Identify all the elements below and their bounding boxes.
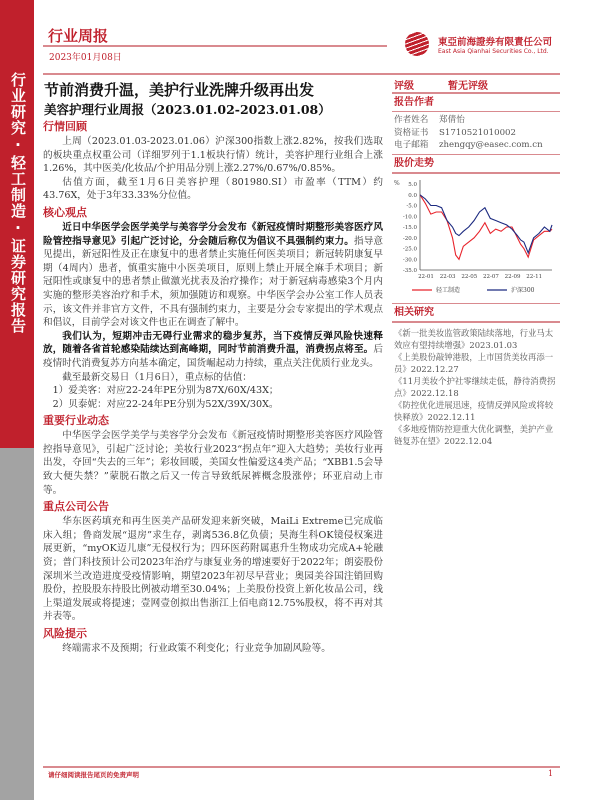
chart-heading: 股价走势	[394, 158, 434, 169]
y-tick-label: -20.0	[402, 235, 417, 242]
related-report-link[interactable]: 《多地疫情防控迎重大优化调整，美护产业链复苏在望》2022.12.04	[394, 423, 554, 446]
sidebar-gray-band	[0, 448, 34, 800]
related-list	[392, 323, 560, 447]
valuation-paragraph: 估值方面，截至1月6日美容护理（801980.SI）市盈率（TTM）约43.76X，处于3年33.33%分位值。	[43, 176, 383, 202]
label: 电子邮箱	[394, 140, 429, 150]
y-tick-label: 0.0	[408, 192, 417, 199]
y-tick-label: -25.0	[402, 246, 417, 252]
core-paragraph-1-text: 指导意见提出，新冠阳性及正在康复中的患者禁止实施任何医美项目；新冠转阴康复早期（4周内）患者，慎重实施中小医美项目，原则上禁止开展全麻手术项目；新冠阳性或康复中的患者禁止做激光扰表及治疗操作；对于新冠病毒感染3个月内实施的整形美容治疗和手术，须加强随访和观察。中华医学会办公室工作人员表示，该文件并非官方文件，不具有强制约束力，主要是分会专家提出的学术观点和倡议，目前学会对该文件也正在调查了解中。	[43, 235, 384, 329]
related-report-link[interactable]: 《防控优化进展迅速，疫情反弹风险或将较快释放》2022.12.11	[394, 399, 554, 422]
company-paragraph: 华东医药填充和再生医美产品研发迎来新突破，MaiLi Extreme已完成临床入组；鲁商发展“退房”求生存，剥离536.8亿负债；昊海生科OK镜侵权案进展更新，“myOK迈儿康”无侵权行为；四环医药附属惠升生物成功完成A+轮融资；普门科技预计公司2023年治疗与康复业务的增速要好于2022年；朗姿股份深圳米兰改造进度受疫情影响，期望2023年初尽早营业；奥园美谷国注销回购股份，控股股东持股比例被动增至30.04%；上美股份投资上新化妆品公司，线上渠道发展或将提速；壹网壹创拟出售浙江上佰电商12.75%股权，将不再对其并表等。	[43, 516, 383, 623]
x-tick-label: 22-11	[526, 273, 543, 280]
company-name-cn: 東亞前海證券有限責任公司	[438, 37, 553, 48]
section-heading-risk: 风险提示	[43, 627, 87, 640]
right-panel	[392, 76, 560, 447]
price-trend-chart	[392, 174, 560, 300]
rating-row	[392, 76, 560, 92]
related-report-link[interactable]: 《新一批美妆监管政策陆续落地，行业马太效应有望持续增强》2023.01.03	[394, 327, 554, 350]
value: S1710521010002	[439, 127, 516, 138]
core-paragraph-2	[43, 330, 383, 371]
related-report-link[interactable]: 《11月美妆个护社零继续走低，静待消费拐点》2022.12.18	[394, 375, 556, 398]
section-heading-market: 行情回顾	[43, 120, 87, 133]
x-tick-label: 22-09	[504, 273, 521, 280]
section-heading-core: 核心观点	[43, 205, 87, 219]
report-subtitle: 美容护理行业周报（2023.01.02-2023.01.08）	[44, 102, 331, 117]
sidebar-category-text: 行业研究·轻工制造·证券研究报告	[9, 72, 27, 334]
x-tick-label: 22-05	[461, 273, 478, 280]
core-paragraph-1-bold: 近日中华医学会医学美学与美容学分会发布《新冠疫情时期整形美容医疗风险管控指导意见》引起广泛讨论，分会随后称仅为倡议不具强制约束力。	[43, 221, 383, 247]
y-tick-label: -10.0	[402, 213, 417, 220]
market-paragraph: 上周（2023.01.03-2023.01.06）沪深300指数上涨2.82%，按我们选取的板块重点权重公司（详细罗列于1.1板块行情）统计，美容护理行业组合上涨1.26%，其中医美/化妆品/个护用品分别上涨2.27%/0.67%/0.85%。	[43, 136, 383, 175]
company-logo	[405, 30, 565, 66]
related-heading: 相关研究	[394, 307, 434, 318]
main-content	[43, 117, 383, 656]
report-title: 节前消费升温，美护行业洗牌升级再出发	[44, 81, 315, 99]
company-name-en: East Asia Qianhai Securities Co., Ltd.	[438, 48, 549, 55]
x-tick-label: 22-01	[418, 273, 434, 280]
legend-label: 沪深300	[511, 286, 535, 294]
news-paragraph: 中华医学会医学美学与美容学分会发布《新冠疫情时期整形美容医疗风险管控指导意见》，引起广泛讨论；美妆行业2023“拐点年”迎入大趋势；美妆行业再出发，夺回“失去的三年”；彩妆回暖，美国女性偏爱这4类产品；“XBB1.5会导致大便失禁？”蒙脱石散之后又一传言导致纸尿裤概念股涨停；环亚启动上市等。	[43, 430, 383, 496]
y-tick-label: 5.0	[408, 181, 417, 188]
x-tick-label: 22-07	[482, 273, 499, 280]
valuation-intro: 截至最新交易日（1月6日），重点标的估值：	[62, 371, 252, 383]
title-divider	[43, 73, 560, 75]
list-item: 2）贝泰妮：对应22-24年PE分别为52X/39X/30X。	[52, 398, 279, 410]
related-report-link[interactable]: 《上美股份敲钟港股，上市国货美妆再添一员》2022.12.27	[394, 351, 554, 374]
logo-icon	[405, 32, 429, 56]
rating-value: 暂无评级	[448, 80, 488, 92]
section-heading-news: 重要行业动态	[43, 414, 109, 428]
y-tick-label: -15.0	[402, 224, 417, 231]
sidebar-band	[0, 0, 34, 448]
header-divider	[43, 45, 387, 47]
core-paragraph-1	[43, 221, 383, 330]
value: 郑倩怡	[439, 115, 465, 125]
author-heading: 报告作者	[394, 96, 434, 108]
author-email-row	[392, 139, 560, 152]
section-heading-company: 重点公司公告	[43, 500, 109, 514]
x-tick-label: 22-03	[439, 273, 456, 280]
series-line-0	[420, 194, 552, 258]
core-paragraph-2-bold: 我们认为，短期冲击无碍行业需求的稳步复苏，当下疫情反弹风险快速释放，随着各省首轮感染陆续达到高峰期，同时节前消费升温，消费拐点将至。	[43, 330, 383, 356]
report-type: 行业周报	[48, 27, 109, 45]
footer-divider	[43, 766, 560, 768]
email-link[interactable]: zhengqy@easec.com.cn	[439, 140, 543, 150]
y-tick-label: -5.0	[406, 203, 417, 209]
label: 作者姓名	[394, 115, 429, 125]
legend-label: 轻工制造	[436, 286, 461, 294]
y-tick-label: -35.0	[402, 267, 417, 274]
y-axis-label: %	[394, 179, 400, 187]
label: 资格证书	[394, 127, 429, 138]
risk-paragraph: 终端需求不及预期；行业政策不利变化；行业竞争加剧风险等。	[62, 643, 331, 654]
author-name-row	[392, 114, 560, 127]
page-number: 1	[548, 769, 554, 778]
rating-label: 评级	[394, 80, 414, 92]
y-tick-label: -30.0	[402, 256, 417, 263]
list-item: 1）爱美客：对应22-24年PE分别为87X/60X/43X；	[52, 385, 279, 397]
disclaimer-note: 请仔细阅读报告尾页的免责声明	[48, 771, 139, 779]
core-paragraph-2-text: 后疫情时代消费复苏方向基本确定，国货崛起动力持续，重点关注优质行业龙头。	[43, 344, 383, 369]
report-date: 2023年01月08日	[49, 53, 122, 63]
author-cert-row	[392, 127, 560, 140]
